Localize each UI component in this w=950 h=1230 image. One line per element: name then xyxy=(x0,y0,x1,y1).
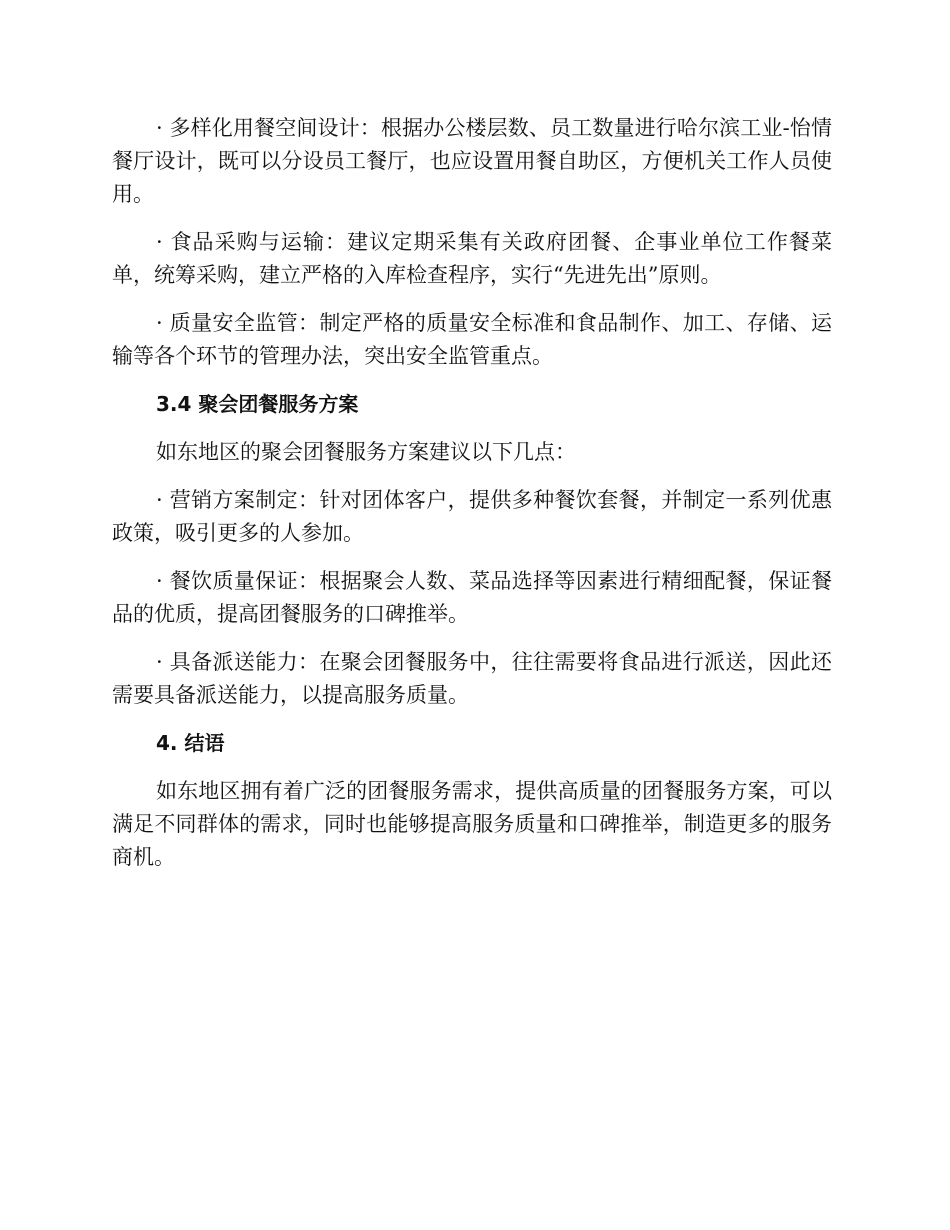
bullet-dining-space-design: · 多样化用餐空间设计：根据办公楼层数、员工数量进行哈尔滨工业-怡情餐厅设计，既可以分设员工餐厅，也应设置用餐自助区，方便机关工作人员使用。 xyxy=(112,116,832,206)
document-page xyxy=(112,112,832,889)
bullet-marketing-plan: · 营销方案制定：针对团体客户，提供多种餐饮套餐，并制定一系列优惠政策，吸引更多的人参加。 xyxy=(112,488,832,545)
section-heading-3-4: 3.4 聚会团餐服务方案 xyxy=(156,392,359,416)
bullet-food-quality: · 餐饮质量保证：根据聚会人数、菜品选择等因素进行精细配餐，保证餐品的优质，提高团餐服务的口碑推举。 xyxy=(112,569,832,626)
bullet-delivery-capability: · 具备派送能力：在聚会团餐服务中，往往需要将食品进行派送，因此还需要具备派送能力，以提高服务质量。 xyxy=(112,650,832,707)
section-heading-4: 4. 结语 xyxy=(156,731,225,755)
conclusion-paragraph: 如东地区拥有着广泛的团餐服务需求，提供高质量的团餐服务方案，可以满足不同群体的需求，同时也能够提高服务质量和口碑推举，制造更多的服务商机。 xyxy=(112,779,832,869)
bullet-quality-safety: · 质量安全监管：制定严格的质量安全标准和食品制作、加工、存储、运输等各个环节的管理办法，突出安全监管重点。 xyxy=(112,311,832,368)
section-3-4-intro: 如东地区的聚会团餐服务方案建议以下几点： xyxy=(156,440,576,464)
bullet-food-procurement: · 食品采购与运输：建议定期采集有关政府团餐、企事业单位工作餐菜单，统筹采购，建立严格的入库检查程序，实行“先进先出”原则。 xyxy=(112,230,832,287)
